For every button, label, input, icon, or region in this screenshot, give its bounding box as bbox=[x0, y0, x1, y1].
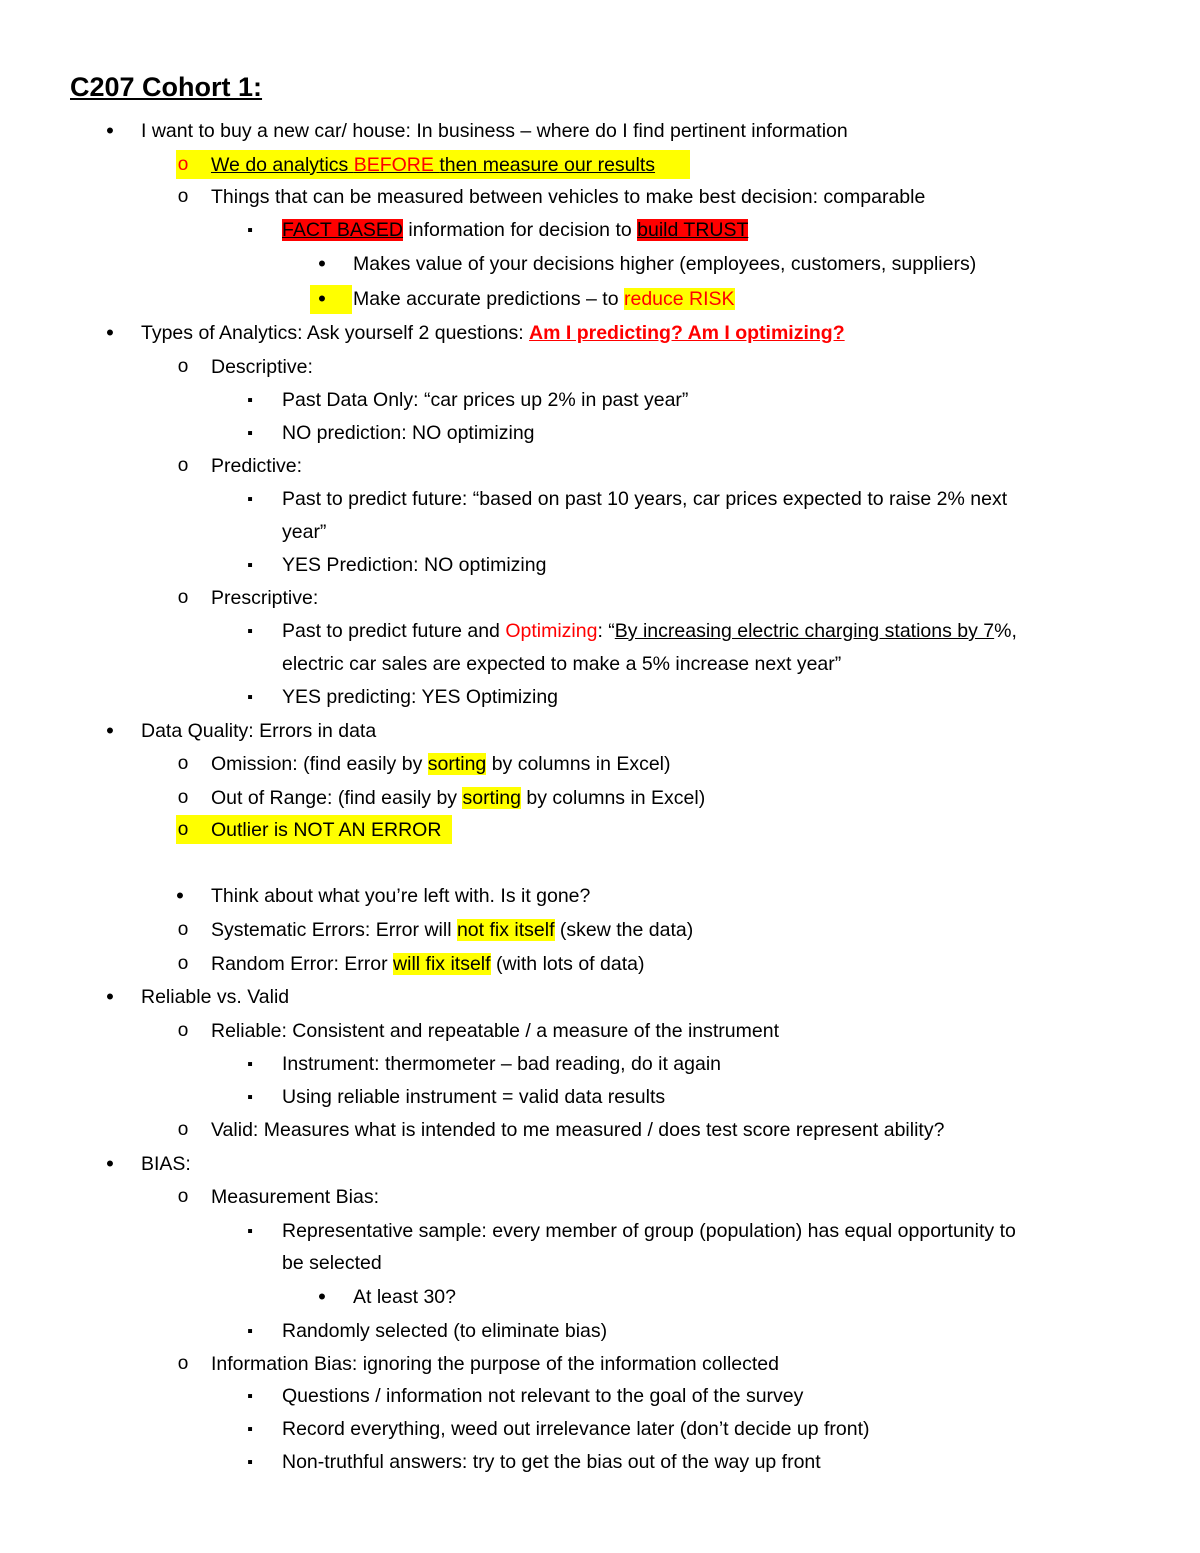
list-item-continuation: be selected bbox=[282, 1252, 382, 1274]
square-bullet-icon bbox=[240, 1049, 260, 1080]
square-bullet-icon bbox=[240, 215, 260, 246]
circle-bullet-icon bbox=[173, 583, 193, 613]
square-bullet-icon bbox=[240, 385, 260, 416]
page-title: C207 Cohort 1: bbox=[70, 72, 263, 102]
square-bullet-icon bbox=[240, 616, 260, 647]
square-bullet-icon bbox=[240, 1414, 260, 1445]
square-bullet-icon bbox=[240, 550, 260, 581]
square-bullet-icon bbox=[240, 682, 260, 713]
square-bullet-icon bbox=[240, 484, 260, 515]
bullet-icon bbox=[312, 1282, 332, 1314]
bullet-icon bbox=[312, 249, 332, 281]
circle-bullet-icon bbox=[173, 815, 193, 845]
square-bullet-icon bbox=[240, 1316, 260, 1347]
document-page: C207 Cohort 1: • I want to buy a new car/ house: In business – where do I find pertinent information o We do analytics BEFORE then measure our results o Things that can be measured between vehicles to make best decision: comparable ▪ FACT BASED information for decision to build TRUST • Makes value of your decisions higher (employees, customers, suppliers) • Make accurate predictions – to reduce RISK • Types of Analytics: Ask yourself 2 questions: Am I predicting? Am I optimizing? o Descriptive: ▪ Past Data Only: “car prices up 2% in past year” ▪ NO prediction: NO optimizing o Predictive: ▪ Past to predict future: “based on past 10 years, car prices expected to raise 2% next year” ▪ YES Prediction: NO optimizing o Prescriptive: ▪ Past to predict future and Optimizing: “By increasing electric charging stations by 7%, electric car sales are expected to make a 5% increase next year” ▪ YES predicting: YES Optimizing • Data Quality: Errors in data o Omission: (find easily by sorting by columns in Excel) o Out of Range: (find easily by sorting by columns in Excel) o Outlier is NOT AN ERROR • Think about what you’re left with. Is it gone? o Systematic Errors: Error will not fix itself (skew the data) o Random Error: Error will fix itself (with lots of data) • Reliable vs. Valid o Reliable: Consistent and repeatable / a measure of the instrument ▪ Instrument: thermometer – bad reading, do it again ▪ Using reliable instrument = valid data results o Valid: Measures what is intended to me measured / does test score represent ability? • BIAS: o Measurement Bias: ▪ Representative sample: every member of group (population) has equal opportunity to be selected • At least 30? ▪ Randomly selected (to eliminate bias) o Information Bias: ignoring the purpose of the information collected ▪ Questions / information not relevant to the goal of the survey ▪ Record everything, weed out irrelevance later (don’t decide up front) ▪ Non-truthful answers: try to get the bias out of the way up front bbox=[0, 0, 1200, 1553]
bullet-icon bbox=[100, 116, 120, 148]
square-bullet-icon bbox=[240, 1381, 260, 1412]
square-bullet-icon bbox=[240, 1082, 260, 1113]
circle-bullet-icon bbox=[173, 1016, 193, 1046]
bullet-icon bbox=[170, 881, 190, 913]
bullet-icon bbox=[100, 982, 120, 1014]
square-bullet-icon bbox=[240, 418, 260, 449]
bullet-icon bbox=[312, 284, 332, 316]
circle-bullet-icon bbox=[173, 1115, 193, 1145]
circle-bullet-icon bbox=[173, 352, 193, 382]
circle-bullet-icon bbox=[173, 150, 193, 180]
circle-bullet-icon bbox=[173, 949, 193, 979]
bullet-icon bbox=[100, 318, 120, 350]
circle-bullet-icon bbox=[173, 915, 193, 945]
square-bullet-icon bbox=[240, 1216, 260, 1247]
bullet-icon bbox=[100, 1149, 120, 1181]
circle-bullet-icon bbox=[173, 783, 193, 813]
circle-bullet-icon bbox=[173, 1182, 193, 1212]
list-item-continuation: electric car sales are expected to make a 5% increase next year” bbox=[282, 653, 842, 675]
list-item-continuation: year” bbox=[282, 521, 327, 543]
circle-bullet-icon bbox=[173, 749, 193, 779]
circle-bullet-icon bbox=[173, 182, 193, 212]
bullet-icon bbox=[100, 716, 120, 748]
square-bullet-icon bbox=[240, 1447, 260, 1478]
circle-bullet-icon bbox=[173, 1349, 193, 1379]
circle-bullet-icon bbox=[173, 451, 193, 481]
